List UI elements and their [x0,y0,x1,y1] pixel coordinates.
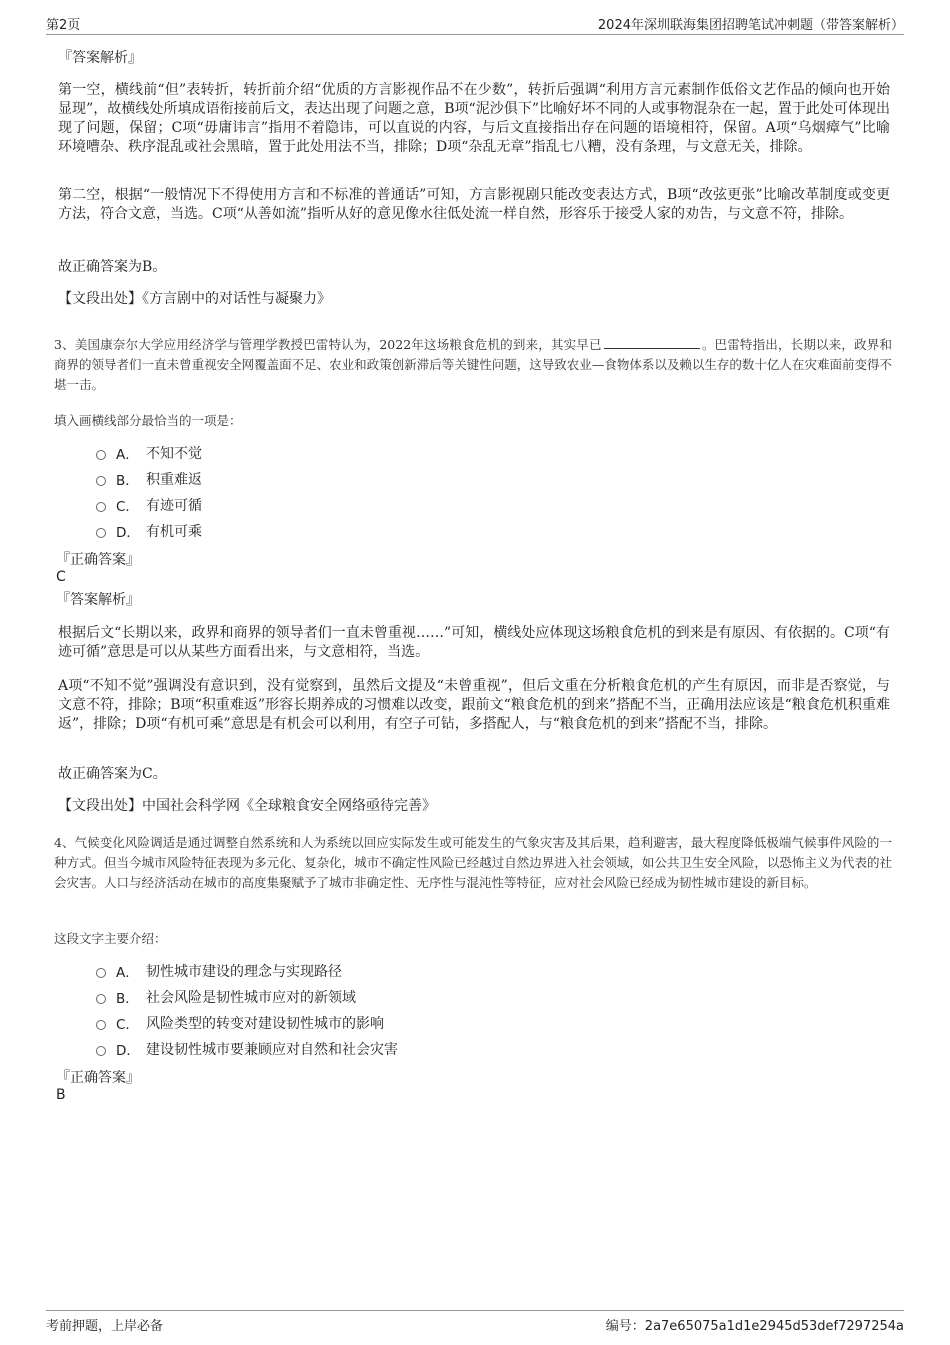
q2-analysis-label: 『答案解析』 [58,50,142,66]
option-letter: D． [116,525,140,541]
q3-option-d[interactable] [96,518,202,544]
option-text: 积重难返 [146,472,202,488]
q3-text-after: 。巴雷特指出，长期以来，政界和商界的领导者们一直未曾重视安全网覆盖面不足、农业和政策创新滞后等关键性问题，这导致农业—食物体系以及赖以生存的数十亿人在灾难面前变得不堪一击。 [54,337,892,392]
option-text: 有迹可循 [146,498,202,514]
option-letter: C． [116,1017,139,1033]
option-text: 韧性城市建设的理念与实现路径 [146,964,342,980]
option-letter: A． [116,965,139,981]
option-letter: D． [116,1043,140,1059]
q2-analysis-p1: 第一空，横线前“但”表转折，转折前介绍“优质的方言影视作品不在少数”，转折后强调“利用方言元素制作低俗文艺作品的倾向也开始显现”，故横线处所填成语衔接前后文，表达出现了问题之意，B项“泥沙俱下”比喻好坏不同的人或事物混杂在一起，置于此处可体现出现了问题，保留；C项“毋庸讳言”指用不着隐讳，可以直说的内容，与后文直接指出存在问题的语境相符，保留。A项“乌烟瘴气”比喻环境嘈杂、秩序混乱或社会黑暗，置于此处用法不当，排除；D项“杂乱无章”指乱七八糟，没有条理，与文意无关，排除。 [58,82,890,155]
q4-correct-label: 『正确答案』 [56,1070,140,1086]
q4-option-a[interactable] [96,958,398,984]
radio-icon[interactable] [96,476,106,486]
q4-option-d[interactable] [96,1036,398,1062]
option-text: 社会风险是韧性城市应对的新领域 [146,990,356,1006]
q3-prompt: 填入画横线部分最恰当的一项是： [54,413,242,428]
option-letter: B． [116,991,139,1007]
q3-option-c[interactable] [96,492,202,518]
radio-icon[interactable] [96,450,106,460]
q4-question-text: 4、气候变化风险调适是通过调整自然系统和人为系统以回应实际发生或可能发生的气象灾害及其后果，趋利避害，最大程度降低极端气候事件风险的一种方式。但当今城市风险特征表现为多元化、复杂化，城市不确定性风险已经越过自然边界进入社会领域，如公共卫生安全风险，以恐怖主义为代表的社会灾害。人口与经济活动在城市的高度集聚赋予了城市非确定性、无序性与混沌性等特征，应对社会风险已经成为韧性城市建设的新目标。 [54,835,892,890]
q3-analysis-label: 『答案解析』 [56,592,140,608]
option-text: 不知不觉 [146,446,202,462]
option-letter: A． [116,447,139,463]
q4-option-b[interactable] [96,984,398,1010]
document-title: 2024年深圳联海集团招聘笔试冲刺题（带答案解析） [597,18,904,33]
q2-conclusion: 故正确答案为B。 [58,259,167,275]
q3-correct-label: 『正确答案』 [56,552,140,568]
q2-analysis-p2: 第二空，根据“一般情况下不得使用方言和不标准的普通话”可知，方言影视剧只能改变表达方式，B项“改弦更张”比喻改革制度或变更方法，符合文意，当选。C项“从善如流”指听从好的意见像水往低处流一样自然，形容乐于接受人家的劝告，与文意不符，排除。 [58,187,890,222]
radio-icon[interactable] [96,528,106,538]
page-header [46,12,904,35]
radio-icon[interactable] [96,968,106,978]
option-letter: C． [116,499,139,515]
q3-text-before: 3、美国康奈尔大学应用经济学与管理学教授巴雷特认为，2022年这场粮食危机的到来，其实早已 [54,337,602,352]
q3-question-text [54,335,892,395]
q3-option-a[interactable] [96,440,202,466]
q3-blank [604,335,700,349]
q2-source: 【文段出处】《方言剧中的对话性与凝聚力》 [58,291,331,307]
radio-icon[interactable] [96,502,106,512]
q4-options [96,958,398,1062]
page-number: 第2页 [46,18,81,33]
option-text: 有机可乘 [146,524,202,540]
q3-conclusion: 故正确答案为C。 [58,766,167,782]
q3-option-b[interactable] [96,466,202,492]
radio-icon[interactable] [96,1046,106,1056]
option-text: 建设韧性城市要兼顾应对自然和社会灾害 [146,1042,398,1058]
q3-source: 【文段出处】中国社会科学网《全球粮食安全网络亟待完善》 [58,798,436,814]
q3-analysis-p2: A项“不知不觉”强调没有意识到，没有觉察到，虽然后文提及“未曾重视”，但后文重在分析粮食危机的产生有原因，而非是否察觉，与文意不符，排除；B项“积重难返”形容长期养成的习惯难以改变，跟前文“粮食危机的到来”搭配不当，正确用法应该是“粮食危机积重难返”，排除；D项“有机可乘”意思是有机会可以利用，有空子可钻，多搭配人，与“粮食危机的到来”搭配不当，排除。 [58,678,890,732]
q4-option-c[interactable] [96,1010,398,1036]
q3-answer: C [56,569,66,585]
radio-icon[interactable] [96,994,106,1004]
q4-prompt: 这段文字主要介绍： [54,931,167,946]
q4-answer: B [56,1087,66,1103]
footer-serial: 编号：2a7e65075a1d1e2945d53def7297254a [605,1319,904,1334]
footer-slogan: 考前押题，上岸必备 [46,1319,164,1334]
page-footer [46,1310,904,1335]
q3-analysis-p1: 根据后文“长期以来，政界和商界的领导者们一直未曾重视……”可知，横线处应体现这场粮食危机的到来是有原因、有依据的。C项“有迹可循”意思是可以从某些方面看出来，与文意相符，当选。 [58,625,890,660]
q3-options [96,440,202,544]
option-letter: B． [116,473,139,489]
radio-icon[interactable] [96,1020,106,1030]
option-text: 风险类型的转变对建设韧性城市的影响 [146,1016,384,1032]
